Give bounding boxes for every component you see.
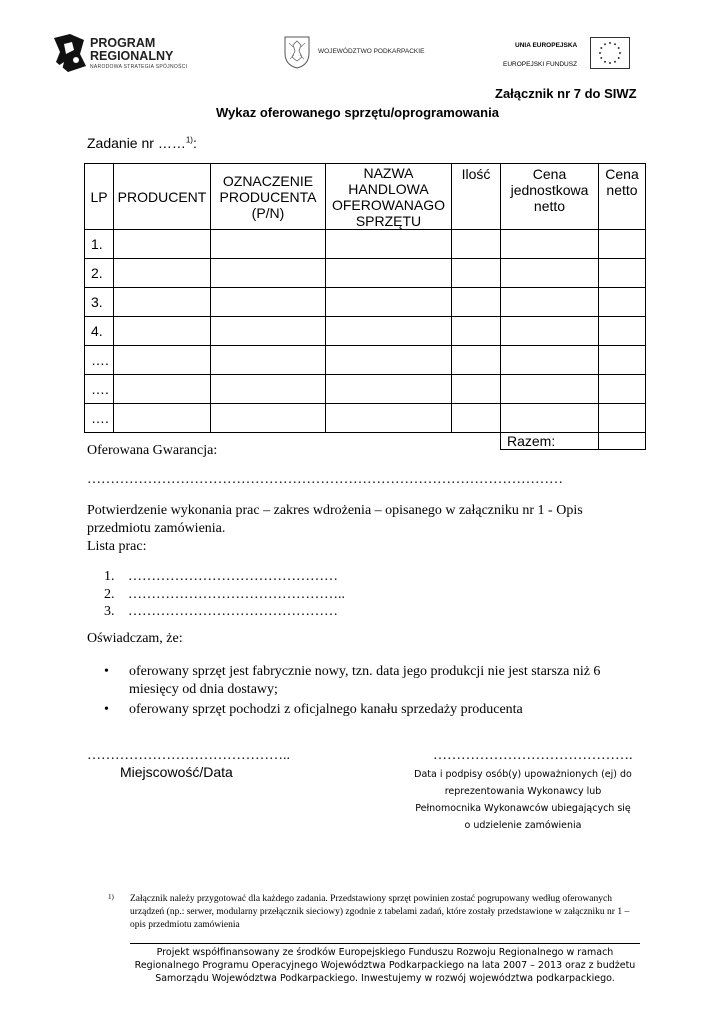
- footnote-mark: 1): [108, 893, 114, 901]
- net-price-cell[interactable]: [599, 230, 646, 259]
- row-number: ….: [85, 404, 114, 433]
- trade-name-cell[interactable]: [326, 288, 452, 317]
- designation-cell[interactable]: [211, 404, 326, 433]
- sum-label: Razem:: [501, 433, 599, 450]
- work-field[interactable]: ………………………………………: [128, 604, 338, 619]
- works-list-label: Lista prac:: [87, 539, 147, 554]
- producer-cell[interactable]: [114, 404, 211, 433]
- table-row: [85, 317, 646, 346]
- header-trade-name: NAZWA HANDLOWA OFEROWANAGO SPRZĘTU: [326, 164, 452, 230]
- header-unit-price: Cena jednostkowa netto: [501, 164, 599, 230]
- eu-fund-label: EUROPEJSKI FUNDUSZ: [503, 61, 578, 68]
- quantity-cell[interactable]: [452, 230, 501, 259]
- net-price-cell[interactable]: [599, 288, 646, 317]
- warranty-label: Oferowana Gwarancja:: [87, 443, 218, 458]
- unit-price-cell[interactable]: [501, 259, 599, 288]
- unit-price-cell[interactable]: [501, 317, 599, 346]
- unit-price-cell[interactable]: [501, 375, 599, 404]
- equipment-table: [84, 163, 646, 450]
- header-quantity: Ilość: [452, 164, 501, 230]
- producer-cell[interactable]: [114, 288, 211, 317]
- producer-cell[interactable]: [114, 230, 211, 259]
- document-title: Wykaz oferowanego sprzętu/oprogramowania: [216, 105, 499, 120]
- table-row: [85, 259, 646, 288]
- task-footnote-ref: 1): [185, 135, 193, 145]
- signature-field[interactable]: …………………………………….: [433, 748, 633, 763]
- table-row: [85, 404, 646, 433]
- designation-cell[interactable]: [211, 288, 326, 317]
- designation-cell[interactable]: [211, 259, 326, 288]
- row-number: 2.: [85, 259, 114, 288]
- eu-union-label: UNIA EUROPEJSKA: [515, 42, 578, 49]
- eu-flag-icon: [590, 37, 630, 69]
- warranty-field[interactable]: …………………………………………………………………………………………: [87, 472, 563, 487]
- producer-cell[interactable]: [114, 259, 211, 288]
- designation-cell[interactable]: [211, 230, 326, 259]
- work-field[interactable]: ………………………………………: [128, 569, 338, 584]
- row-number: 1.: [85, 230, 114, 259]
- header-lp: LP: [85, 164, 114, 230]
- row-number: ….: [85, 375, 114, 404]
- net-price-cell[interactable]: [599, 404, 646, 433]
- declaration-label: Oświadczam, że:: [87, 631, 183, 646]
- header-designation: OZNACZENIE PRODUCENTA (P/N): [211, 164, 326, 230]
- row-number: 4.: [85, 317, 114, 346]
- unit-price-cell[interactable]: [501, 230, 599, 259]
- signature-label: Data i podpisy osób(y) upoważnionych (ej) do reprezentowania Wykonawcy lub Pełnomocnika Wykonawców ubiegających się o udzielenie zamówienia: [414, 769, 632, 831]
- designation-cell[interactable]: [211, 317, 326, 346]
- net-price-cell[interactable]: [599, 259, 646, 288]
- place-date-label: Miejscowość/Data: [120, 764, 233, 780]
- list-item: 3. ………………………………………: [104, 604, 338, 619]
- row-number: 3.: [85, 288, 114, 317]
- quantity-cell[interactable]: [452, 288, 501, 317]
- table-row: [85, 375, 646, 404]
- program-regionalny-subtitle: NARODOWA STRATEGIA SPÓJNOŚCI: [90, 64, 188, 70]
- table-row: [85, 288, 646, 317]
- unit-price-cell[interactable]: [501, 404, 599, 433]
- trade-name-cell[interactable]: [326, 346, 452, 375]
- list-item: 1. ………………………………………: [104, 569, 338, 584]
- work-field[interactable]: ………………………………………..: [128, 586, 345, 602]
- producer-cell[interactable]: [114, 317, 211, 346]
- header-producer: PRODUCENT: [114, 164, 211, 230]
- quantity-cell[interactable]: [452, 317, 501, 346]
- quantity-cell[interactable]: [452, 259, 501, 288]
- footer-text: Projekt współfinansowany ze środków Europejskiego Funduszu Rozwoju Regionalnego w ramach Regionalnego Programu Operacyjnego Województwa Podkarpackiego na lata 2007 – 2013 oraz z budżetu Samorządu Województwa Podkarpackiego. Inwestujemy w rozwój województwa podkarpackiego.: [130, 943, 640, 985]
- bullet-icon: •: [104, 664, 109, 679]
- confirmation-text: Potwierdzenie wykonania prac – zakres wdrożenia – opisanego w załączniku nr 1 - Opis przedmiotu zamówienia.: [87, 503, 583, 536]
- bullet-icon: •: [104, 702, 109, 717]
- table-row: [85, 346, 646, 375]
- header-net-price: Cena netto: [599, 164, 646, 230]
- trade-name-cell[interactable]: [326, 317, 452, 346]
- table-row: [85, 230, 646, 259]
- works-list: [104, 568, 345, 621]
- net-price-cell[interactable]: [599, 375, 646, 404]
- program-regionalny-title: PROGRAM REGIONALNY: [90, 36, 174, 63]
- trade-name-cell[interactable]: [326, 259, 452, 288]
- net-price-cell[interactable]: [599, 317, 646, 346]
- voivodeship-label: WOJEWÓDZTWO PODKARPACKIE: [318, 48, 425, 55]
- trade-name-cell[interactable]: [326, 404, 452, 433]
- list-item: 2. ………………………………………..: [104, 586, 345, 602]
- designation-cell[interactable]: [211, 375, 326, 404]
- net-price-cell[interactable]: [599, 346, 646, 375]
- unit-price-cell[interactable]: [501, 288, 599, 317]
- trade-name-cell[interactable]: [326, 230, 452, 259]
- quantity-cell[interactable]: [452, 404, 501, 433]
- producer-cell[interactable]: [114, 375, 211, 404]
- producer-cell[interactable]: [114, 346, 211, 375]
- quantity-cell[interactable]: [452, 346, 501, 375]
- footnote-text: Załącznik należy przygotować dla każdego zadania. Przedstawiony sprzęt powinien zostać pogrupowany według oferowanych urządzeń (np.: serwer, modularny przełącznik sieciowy) zgodnie z tabelami zadań, które zostały przedstawione w załączniku nr 1 – opis przedmiotu zamówienia: [130, 894, 630, 930]
- task-number-label: Zadanie nr ……$^{1)}$:: [87, 135, 197, 151]
- quantity-cell[interactable]: [452, 375, 501, 404]
- place-date-field[interactable]: ……………………………………..: [87, 748, 290, 763]
- attachment-label: Załącznik nr 7 do SIWZ: [495, 86, 637, 101]
- sum-value-cell[interactable]: [599, 433, 646, 450]
- list-item: • oferowany sprzęt jest fabrycznie nowy, tzn. data jego produkcji nie jest starsza niż 6 miesięcy od dnia dostawy;: [104, 664, 601, 697]
- trade-name-cell[interactable]: [326, 375, 452, 404]
- unit-price-cell[interactable]: [501, 346, 599, 375]
- voivodeship-crest-icon: [283, 35, 311, 69]
- list-item: • oferowany sprzęt pochodzi z oficjalnego kanału sprzedaży producenta: [104, 702, 523, 717]
- designation-cell[interactable]: [211, 346, 326, 375]
- declaration-list: [104, 663, 644, 719]
- row-number: ….: [85, 346, 114, 375]
- program-regionalny-logo: [50, 32, 88, 74]
- table-header-row: [85, 164, 646, 230]
